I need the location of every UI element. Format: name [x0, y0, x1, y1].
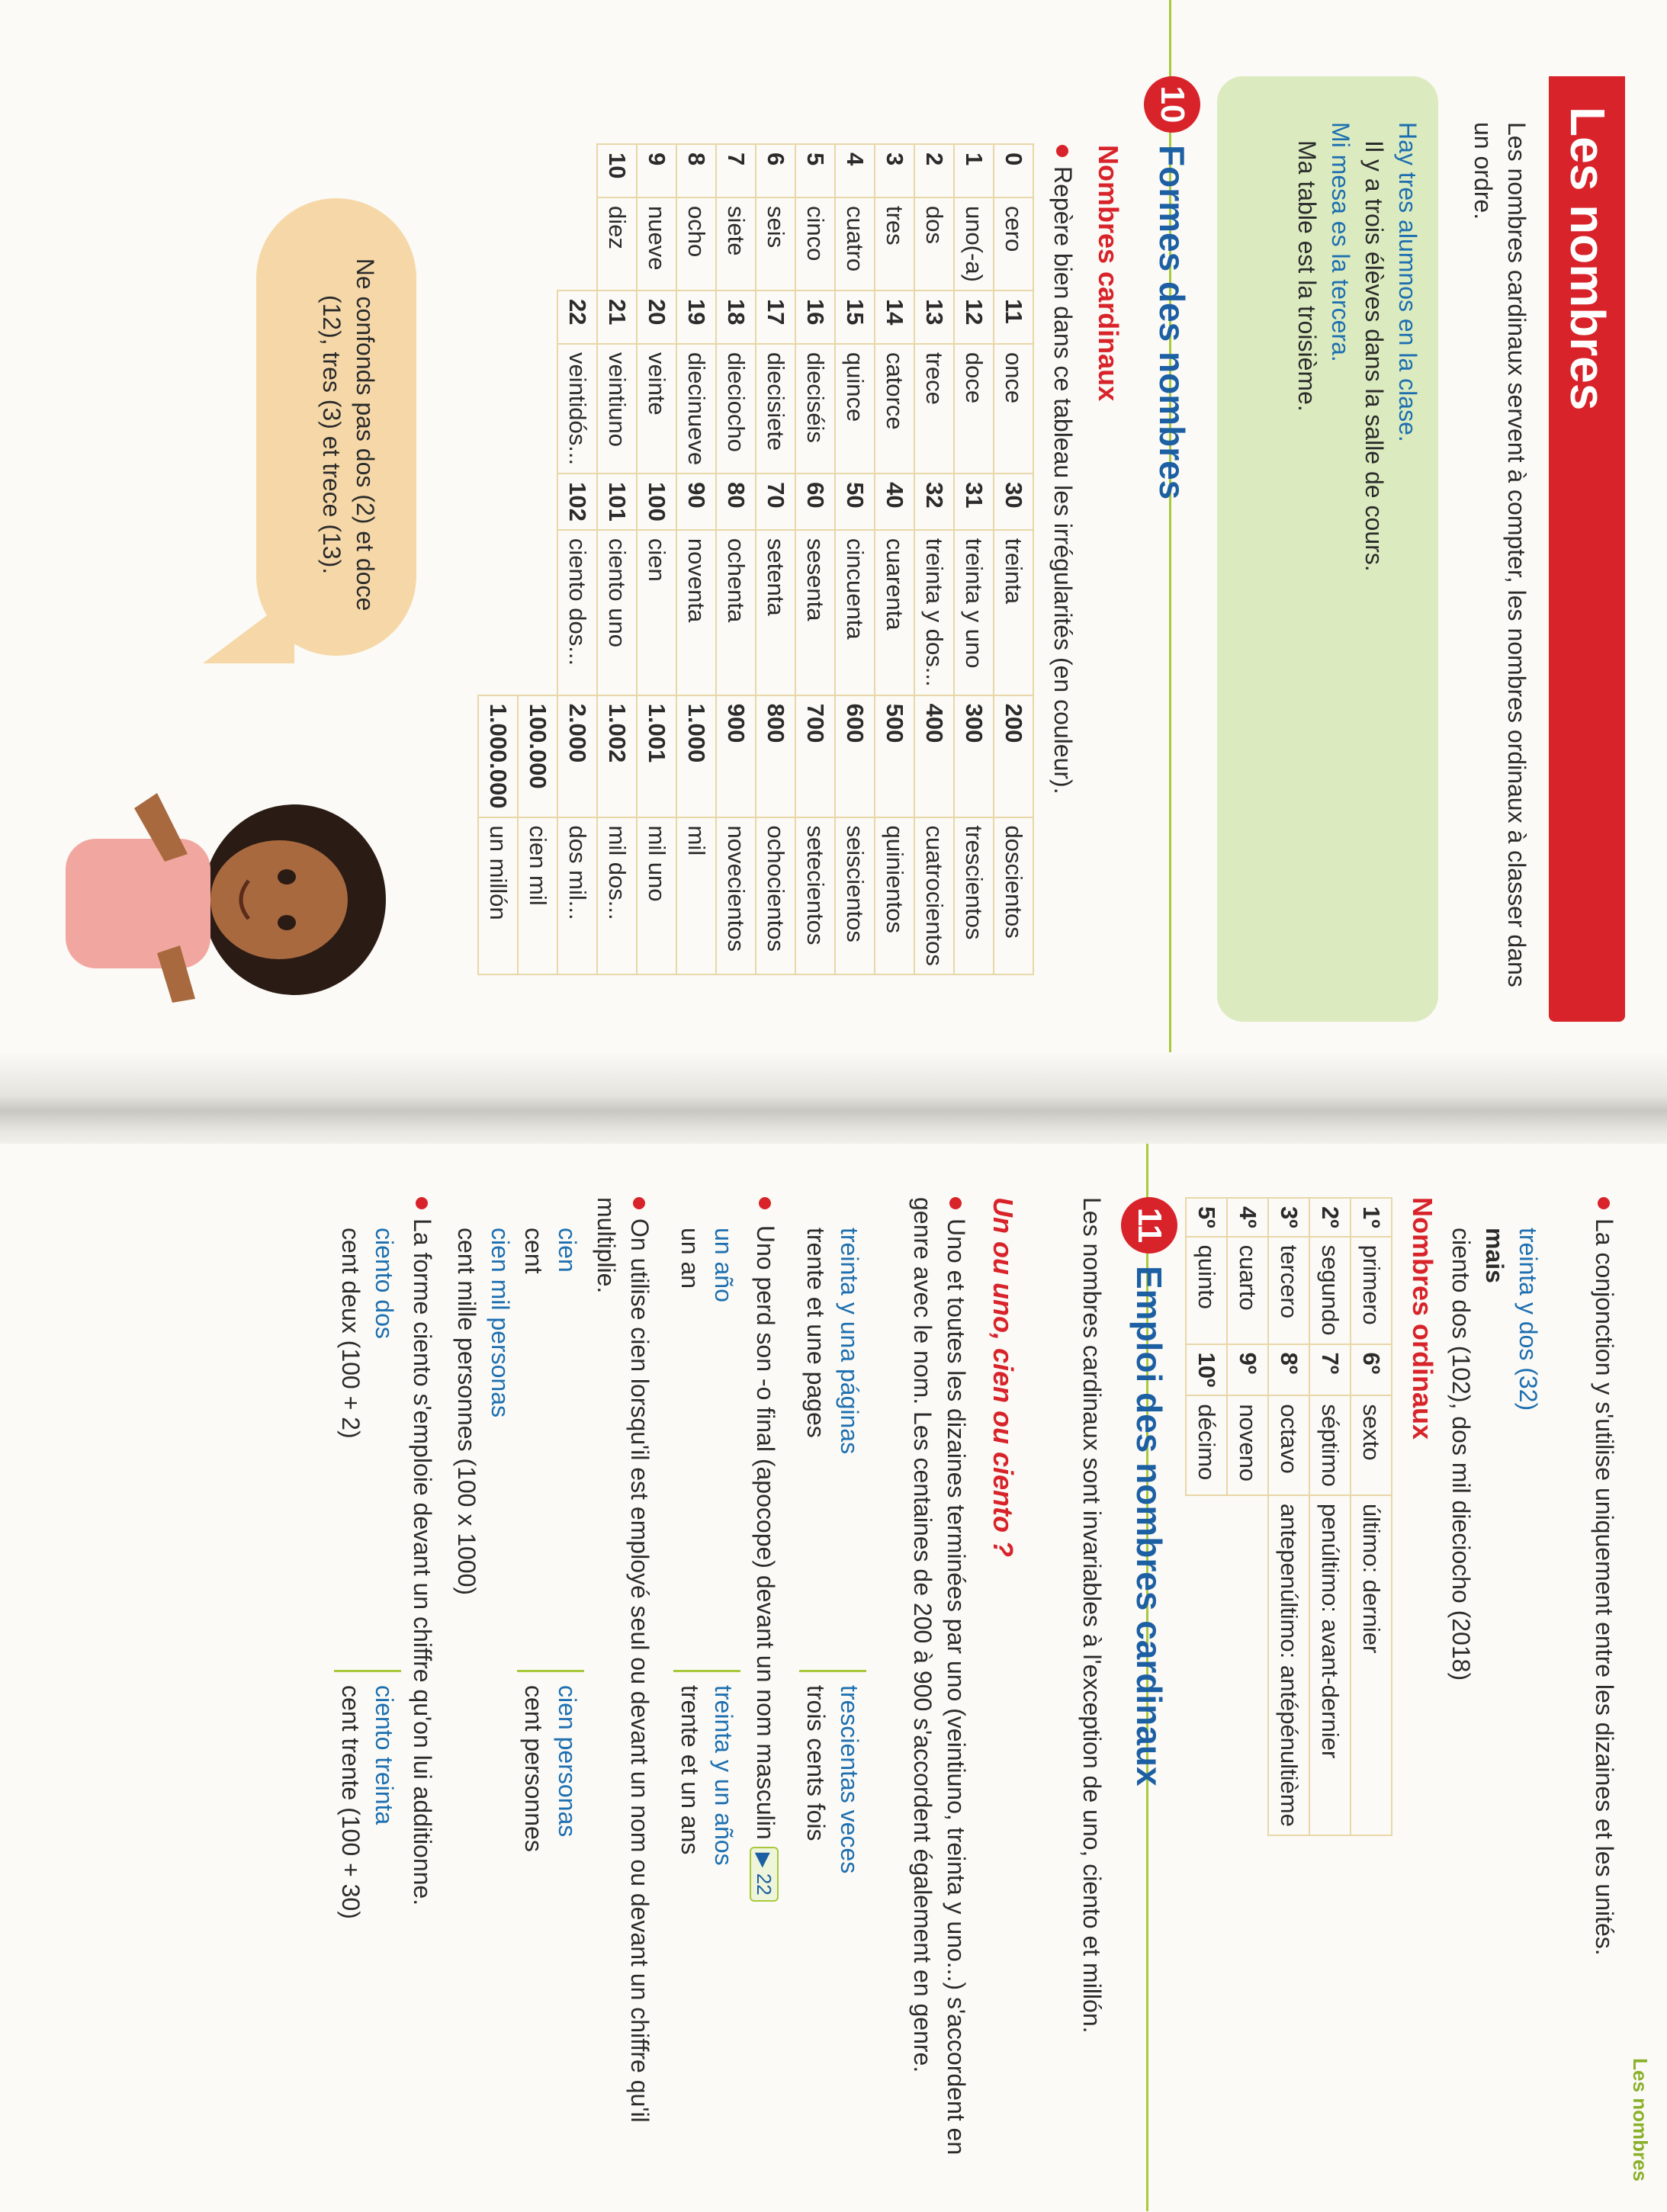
- section-11-title: Emploi des nombres cardinaux: [1129, 1266, 1169, 1787]
- cross-reference-number: 22: [753, 1873, 776, 1896]
- cardinal-number: 7: [716, 144, 756, 197]
- girl-illustration: [66, 770, 386, 1022]
- ordinal-cell: segundo: [1309, 1237, 1351, 1344]
- cardinal-row: [478, 144, 518, 974]
- cardinal-word: trescientos: [954, 817, 994, 974]
- cien-ex1-fr: cent: [520, 1228, 548, 1274]
- cardinal-number: 32: [914, 474, 954, 530]
- rule-uno-apocope: Uno perd son -o final (apocope) devant un nom masculin: [752, 1225, 779, 1840]
- cardinal-word: doce: [954, 344, 994, 474]
- ordinal-cell: primero: [1351, 1237, 1392, 1344]
- cardinal-word: un millón: [478, 817, 518, 974]
- cardinal-number: 800: [756, 695, 795, 817]
- cardinal-number: 19: [676, 291, 716, 344]
- cardinal-word: seis: [756, 197, 795, 291]
- cardinal-number: 70: [756, 474, 795, 530]
- section-11-subtitle: Un ou uno, cien ou ciento ?: [988, 1197, 1019, 1557]
- ordinal-cell: 2º: [1309, 1198, 1351, 1237]
- cardinal-word: cuatro: [835, 197, 875, 291]
- cardinal-row: [557, 144, 597, 974]
- cardinal-number: 4: [835, 144, 875, 197]
- ciento-ex1-fr: cent deux (100 + 2): [337, 1228, 365, 1439]
- cardinal-word: novecientos: [716, 817, 756, 974]
- section-10-badge: 10: [1144, 76, 1200, 133]
- cardinal-word: [518, 530, 557, 695]
- cardinal-row: [597, 144, 637, 974]
- cardinal-word: cien mil: [518, 817, 557, 974]
- cardinal-word: veintidós...: [557, 344, 597, 474]
- cardinal-word: diecinueve: [676, 344, 716, 474]
- cardinal-row: [518, 144, 557, 974]
- cardinal-word: siete: [716, 197, 756, 291]
- cardinal-number: 100: [637, 474, 676, 530]
- apocope-ex2-fr: trente et un ans: [676, 1685, 704, 1855]
- ordinal-cell: penúltimo: avant-dernier: [1309, 1495, 1351, 1835]
- cardinal-row: [795, 144, 835, 974]
- cien-ex3-es: cien mil personas: [487, 1228, 514, 1417]
- cardinal-number: 90: [676, 474, 716, 530]
- cardinal-number: 500: [875, 695, 914, 817]
- cardinal-word: cien: [637, 530, 676, 695]
- cardinal-word: treinta y dos...: [914, 530, 954, 695]
- cardinal-number: 5: [795, 144, 835, 197]
- ordinal-row: [1227, 1198, 1268, 1835]
- example-separator: [334, 1670, 401, 1672]
- conjunction-example-2: ciento dos (102), dos mil dieciocho (2018): [1447, 1228, 1475, 1681]
- cardinal-row: [676, 144, 716, 974]
- cardinal-number: 1.002: [597, 695, 637, 817]
- cardinal-word: once: [994, 344, 1033, 474]
- cien-ex2-es: cien personas: [554, 1685, 581, 1838]
- cien-ex2-fr: cent personnes: [520, 1685, 548, 1852]
- cardinal-word: seiscientos: [835, 817, 875, 974]
- ordinal-cell: 9º: [1227, 1344, 1268, 1396]
- cardinal-number: 15: [835, 291, 875, 344]
- agreement-ex1-fr: trente et une pages: [802, 1228, 830, 1438]
- cardinal-row: [954, 144, 994, 974]
- section-10-instruction: Repère bien dans ce tableau les irrégularités (en couleur).: [1046, 145, 1080, 1022]
- cardinal-number: 31: [954, 474, 994, 530]
- cardinal-word: doscientos: [994, 817, 1033, 974]
- cardinal-word: treinta y uno: [954, 530, 994, 695]
- book-gutter: [0, 1052, 1667, 1159]
- cardinal-word: ciento dos...: [557, 530, 597, 695]
- title-banner: [1549, 76, 1625, 1022]
- cardinal-number: 1.000: [676, 695, 716, 817]
- ordinal-cell: décimo: [1186, 1395, 1227, 1495]
- running-head: Les nombres: [1629, 2058, 1652, 2182]
- left-page: [0, 0, 1667, 1083]
- cardinal-word: noventa: [676, 530, 716, 695]
- cardinal-number: 3: [875, 144, 914, 197]
- speech-bubble-tail: [203, 595, 294, 663]
- cardinal-number: 60: [795, 474, 835, 530]
- agreement-ex1-es: treinta y una páginas: [836, 1228, 863, 1455]
- cardinal-word: ochenta: [716, 530, 756, 695]
- cardinal-number: 600: [835, 695, 875, 817]
- cardinal-word: cinco: [795, 197, 835, 291]
- cardinal-number: [518, 291, 557, 344]
- cardinal-row: [637, 144, 676, 974]
- cardinal-number: 102: [557, 474, 597, 530]
- cardinal-word: [478, 530, 518, 695]
- cardinal-number: 1.001: [637, 695, 676, 817]
- ordinal-table: [1185, 1197, 1392, 1836]
- example-separator: [517, 1670, 584, 1672]
- intro-text: Les nombres cardinaux servent à compter, les nombres ordinaux à classer dans un ordre.: [1469, 122, 1530, 987]
- cardinal-number: 12: [954, 291, 994, 344]
- rule-cien: On utilise cien lorsqu'il est employé seul ou devant un nom ou devant un chiffre qu'il multiplie.: [589, 1197, 657, 2173]
- cardinal-number: 14: [875, 291, 914, 344]
- ordinal-cell: tercero: [1268, 1237, 1309, 1344]
- cardinal-word: cuatrocientos: [914, 817, 954, 974]
- cardinal-number: 2: [914, 144, 954, 197]
- conjunction-rule: La conjonction y s'utilise uniquement entre les dizaines et les unités.: [1588, 1197, 1621, 2173]
- cardinal-word: ciento uno: [597, 530, 637, 695]
- ordinal-cell: [1186, 1495, 1227, 1835]
- ordinal-cell: antepenúltimo: antépénultième: [1268, 1495, 1309, 1835]
- bubble-text: Ne confonds pas dos (2) et doce (12), tres (3) et trece (13).: [318, 258, 379, 612]
- example-separator: [799, 1670, 866, 1672]
- cardinal-row: [875, 144, 914, 974]
- cardinal-word: diez: [597, 197, 637, 291]
- cardinal-word: ochocientos: [756, 817, 795, 974]
- cardinal-number: 100.000: [518, 695, 557, 817]
- cardinal-number: [557, 144, 597, 197]
- cardinal-row: [835, 144, 875, 974]
- ordinals-title: Nombres ordinaux: [1407, 1197, 1438, 1440]
- cardinal-row: [756, 144, 795, 974]
- ordinal-row: [1309, 1198, 1351, 1835]
- cardinal-word: setenta: [756, 530, 795, 695]
- cardinal-word: mil: [676, 817, 716, 974]
- apocope-ex2-es: treinta y un años: [710, 1685, 737, 1866]
- ciento-ex2-es: ciento treinta: [371, 1685, 398, 1825]
- cardinal-word: cincuenta: [835, 530, 875, 695]
- apocope-ex1-es: un año: [710, 1228, 737, 1302]
- conjunction-example-1: treinta y dos (32): [1514, 1228, 1542, 1411]
- cardinal-number: 700: [795, 695, 835, 817]
- section-10-subtitle: Nombres cardinaux: [1093, 145, 1124, 402]
- ordinal-cell: 5º: [1186, 1198, 1227, 1237]
- example-2-es: Mi mesa es la tercera.: [1327, 122, 1354, 362]
- cardinal-word: trece: [914, 344, 954, 474]
- agreement-ex2-fr: trois cents fois: [802, 1685, 830, 1841]
- cardinal-number: [478, 291, 518, 344]
- ordinal-cell: 1º: [1351, 1198, 1392, 1237]
- ordinal-cell: quinto: [1186, 1237, 1227, 1344]
- agreement-ex2-es: trescientas veces: [836, 1685, 863, 1874]
- cardinal-number: 8: [676, 144, 716, 197]
- cardinal-number: 300: [954, 695, 994, 817]
- cien-ex1-es: cien: [554, 1228, 581, 1273]
- cardinal-word: cuarenta: [875, 530, 914, 695]
- cardinal-number: 11: [994, 291, 1033, 344]
- cardinal-row: [914, 144, 954, 974]
- ordinal-row: [1268, 1198, 1309, 1835]
- cardinal-word: quince: [835, 344, 875, 474]
- cardinal-word: sesenta: [795, 530, 835, 695]
- cardinal-number: 400: [914, 695, 954, 817]
- cardinal-number: 20: [637, 291, 676, 344]
- section-11-intro: Les nombres cardinaux sont invariables à l'exception de uno, ciento et millón.: [1078, 1197, 1106, 2034]
- ordinal-cell: 7º: [1309, 1344, 1351, 1396]
- cardinal-number: [478, 144, 518, 197]
- cardinal-number: 10: [597, 144, 637, 197]
- cardinal-number: 0: [994, 144, 1033, 197]
- rule-ciento: La forme ciento s'emploie devant un chiffre qu'on lui additionne.: [406, 1197, 439, 2173]
- cardinal-word: dieciséis: [795, 344, 835, 474]
- rule-uno-agreement: Uno et toutes les dizaines terminées par uno (veintiuno, treinta y uno...) s'accordent en genre avec le nom. Les centaines de 200 à 900 s'accordent également en genre.: [906, 1197, 973, 2173]
- cien-ex3-fr: cent mille personnes (100 x 1000): [453, 1228, 480, 1596]
- cardinal-word: [478, 197, 518, 291]
- example-1-fr: Il y a trois élèves dans la salle de cours.: [1360, 140, 1388, 572]
- cardinal-number: [518, 144, 557, 197]
- example-1-es: Hay tres alumnos en la clase.: [1394, 122, 1421, 442]
- cardinal-number: 101: [597, 474, 637, 530]
- ordinal-cell: 3º: [1268, 1198, 1309, 1237]
- right-page: [0, 1144, 1667, 2212]
- cross-reference-22[interactable]: ▶ 22: [750, 1847, 779, 1902]
- cardinal-word: diecisiete: [756, 344, 795, 474]
- cardinal-number: 30: [994, 474, 1033, 530]
- cardinal-number: 80: [716, 474, 756, 530]
- ordinal-cell: noveno: [1227, 1395, 1268, 1495]
- section-10-title: Formes des nombres: [1152, 145, 1192, 500]
- cardinal-word: [557, 197, 597, 291]
- ordinal-cell: séptimo: [1309, 1395, 1351, 1495]
- ciento-ex2-fr: cent trente (100 + 30): [337, 1685, 365, 1919]
- cardinal-word: setecientos: [795, 817, 835, 974]
- cardinal-row: [994, 144, 1033, 974]
- ciento-ex1-es: ciento dos: [371, 1228, 398, 1339]
- ordinal-row: [1186, 1198, 1227, 1835]
- cardinal-word: dos mil...: [557, 817, 597, 974]
- page-title: Les nombres: [1560, 107, 1615, 411]
- cardinal-number: 13: [914, 291, 954, 344]
- cardinal-word: mil uno: [637, 817, 676, 974]
- cardinal-word: veintiuno: [597, 344, 637, 474]
- cardinal-number: 1.000.000: [478, 695, 518, 817]
- ordinal-cell: 8º: [1268, 1344, 1309, 1396]
- cardinal-word: uno(-a): [954, 197, 994, 291]
- cardinal-word: [478, 344, 518, 474]
- cardinal-number: 200: [994, 695, 1033, 817]
- cardinal-word: catorce: [875, 344, 914, 474]
- example-separator: [673, 1670, 740, 1672]
- cardinal-table: [477, 143, 1034, 975]
- cardinal-number: [518, 474, 557, 530]
- conjunction-mais: mais: [1481, 1228, 1508, 1283]
- cardinal-number: 17: [756, 291, 795, 344]
- cardinal-number: [478, 474, 518, 530]
- cardinal-word: quinientos: [875, 817, 914, 974]
- cardinal-number: 16: [795, 291, 835, 344]
- cardinal-number: 2.000: [557, 695, 597, 817]
- ordinal-cell: octavo: [1268, 1395, 1309, 1495]
- section-11-badge: 11: [1121, 1197, 1177, 1254]
- ordinal-cell: 6º: [1351, 1344, 1392, 1396]
- cardinal-word: [518, 344, 557, 474]
- cardinal-number: 1: [954, 144, 994, 197]
- ordinal-row: [1351, 1198, 1392, 1835]
- cardinal-word: veinte: [637, 344, 676, 474]
- cardinal-word: ocho: [676, 197, 716, 291]
- cardinal-row: [716, 144, 756, 974]
- cardinal-word: dos: [914, 197, 954, 291]
- cardinal-word: treinta: [994, 530, 1033, 695]
- cardinal-word: tres: [875, 197, 914, 291]
- cardinal-number: 21: [597, 291, 637, 344]
- cardinal-number: 50: [835, 474, 875, 530]
- cardinal-number: 9: [637, 144, 676, 197]
- ordinal-cell: sexto: [1351, 1395, 1392, 1495]
- apocope-ex1-fr: un an: [676, 1228, 704, 1289]
- ordinal-cell: último: dernier: [1351, 1495, 1392, 1835]
- cardinal-number: 6: [756, 144, 795, 197]
- ordinal-cell: [1227, 1495, 1268, 1835]
- example-2-fr: Ma table est la troisième.: [1293, 140, 1321, 412]
- cardinal-word: mil dos...: [597, 817, 637, 974]
- cardinal-word: [518, 197, 557, 291]
- ordinal-cell: 10º: [1186, 1344, 1227, 1396]
- cardinal-word: cero: [994, 197, 1033, 291]
- cardinal-word: nueve: [637, 197, 676, 291]
- cardinal-number: 22: [557, 291, 597, 344]
- cardinal-number: 18: [716, 291, 756, 344]
- cardinal-number: 900: [716, 695, 756, 817]
- cardinal-number: 40: [875, 474, 914, 530]
- cardinal-word: dieciocho: [716, 344, 756, 474]
- ordinal-cell: 4º: [1227, 1198, 1268, 1237]
- ordinal-cell: cuarto: [1227, 1237, 1268, 1344]
